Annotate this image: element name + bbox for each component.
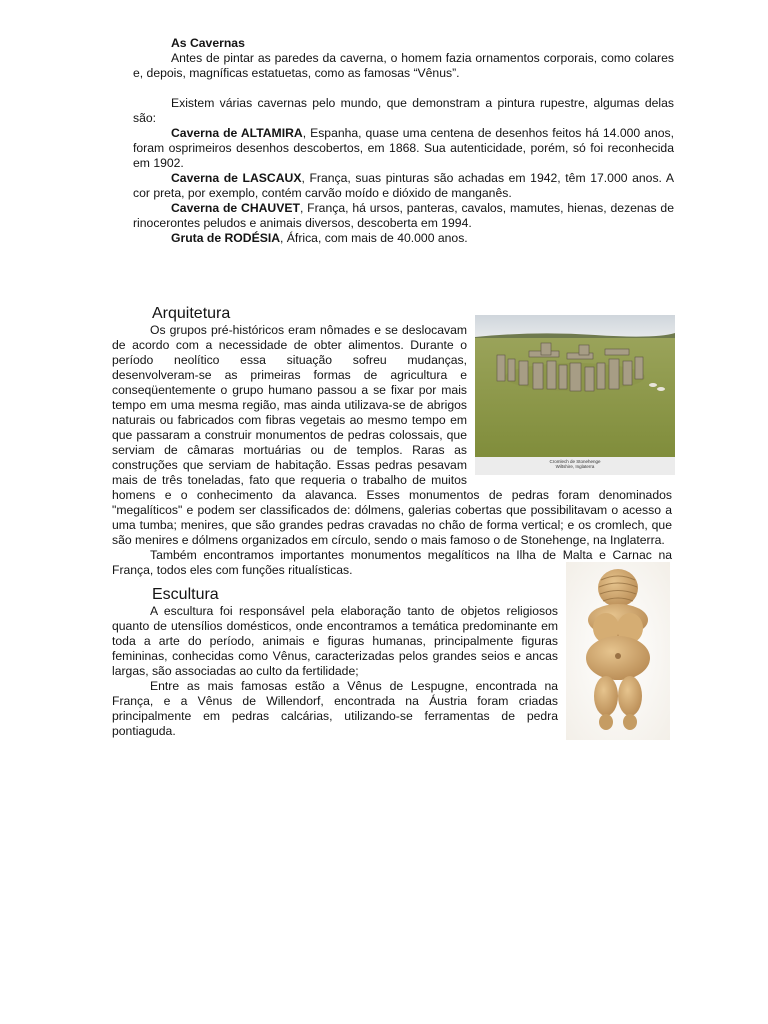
architecture-paragraph-1: Os grupos pré-históricos eram nômades e se deslocavam de acordo com a necessidade de obter alimentos. Durante o período neolítico essa situação sofreu mudanças, desenvolveram-se as primeiras formas de agricultura e conseqüentemente o grupo humano passou a se fixar por mais tempo em uma mesma região, mas ainda utilizava-se de abrigos naturais ou fabricados com fibras vegetais ao mesmo tempo em que passaram a construir monumentos de pedras colossais, que serviam de câmaras mortuárias ou de templos. Raras as construções que serviam de habitação. Essas pedras pesavam mais de três toneladas, fato que requeria o trabalho de muitos homens e o conhecimento da alavanca. Esses monumentos de pedras foram denominados "megalíticos" e podem ser classificados de: dólmens, galerias cobertas que possibilitavam o acesso a uma tumba; menires, que são grandes pedras cravadas no chão de forma vertical; e os cromlech, que são menires e dólmens organizados em círculo, sendo o mais famoso o de Stonehenge, na Inglaterra.: [112, 323, 672, 547]
cave-item: [133, 171, 674, 201]
cave-item-name: Caverna de CHAUVET: [171, 201, 300, 215]
cave-item-text: , Espanha, quase uma centena de desenhos feitos há 14.000 anos, foram osprimeiros desenhos descobertos, em 1868. Sua autenticidade, porém, só foi reconhecida em 1902.: [133, 126, 674, 170]
venus-of-willendorf-image: [566, 562, 670, 740]
cave-item-text: , França, suas pinturas são achadas em 1942, têm 17.000 anos. A cor preta, por exemplo, contém carvão moído e dióxido de manganês.: [133, 171, 674, 200]
caves-heading: As Cavernas: [171, 36, 245, 50]
sculpture-paragraph-2: Entre as mais famosas estão a Vênus de Lespugne, encontrada na França, e a Vênus de Willendorf, encontrada na Áustria foram criadas principalmente em pedras calcárias, utilizando-se ferramentas de pedra pontiaguda.: [112, 679, 558, 738]
cave-item: [133, 231, 674, 246]
sculpture-paragraph-1: A escultura foi responsável pela elaboração tanto de objetos religiosos quanto de utensílios domésticos, onde encontramos a temática predominante em toda a arte do período, animais e figuras humanas, principalmente figuras femininas, conhecidas como Vênus, caracterizadas pelos grandes seios e ancas largas, são associadas ao culto da fertilidade;: [112, 604, 558, 678]
cave-item: [133, 126, 674, 171]
architecture-sculpture-section: [112, 305, 672, 744]
venus-photo: [566, 562, 670, 740]
cave-item-name: Caverna de ALTAMIRA: [171, 126, 303, 140]
cave-item-name: Caverna de LASCAUX: [171, 171, 302, 185]
cave-item-text: , África, com mais de 40.000 anos.: [280, 231, 468, 245]
cave-item-name: Gruta de RODÉSIA: [171, 231, 281, 245]
sculpture-heading: Escultura: [152, 586, 219, 603]
photo-caption: [475, 457, 675, 475]
cave-item-text: , França, há ursos, panteras, cavalos, mamutes, hienas, dezenas de rinocerontes peludos e animais diversos, descoberta em 1994.: [133, 201, 674, 230]
photo-caption-line2: Wiltshire, Inglaterra: [555, 464, 595, 469]
stonehenge-image: [475, 315, 675, 475]
photo-caption-line1: Cromlech de Stonehenge: [549, 459, 601, 464]
architecture-paragraph-2: Também encontramos importantes monumentos megalíticos na Ilha de Malta e Carnac na França, todos eles com funções ritualísticas.: [112, 548, 672, 577]
caves-lead: Existem várias cavernas pelo mundo, que demonstram a pintura rupestre, algumas delas são:: [133, 96, 674, 125]
cave-item: [133, 201, 674, 231]
caves-section: [133, 36, 674, 246]
stonehenge-photo: [475, 315, 675, 475]
architecture-heading: Arquitetura: [152, 305, 231, 322]
caves-intro: Antes de pintar as paredes da caverna, o homem fazia ornamentos corporais, como colares e, depois, magníficas estatuetas, como as famosas “Vênus”.: [133, 51, 674, 80]
